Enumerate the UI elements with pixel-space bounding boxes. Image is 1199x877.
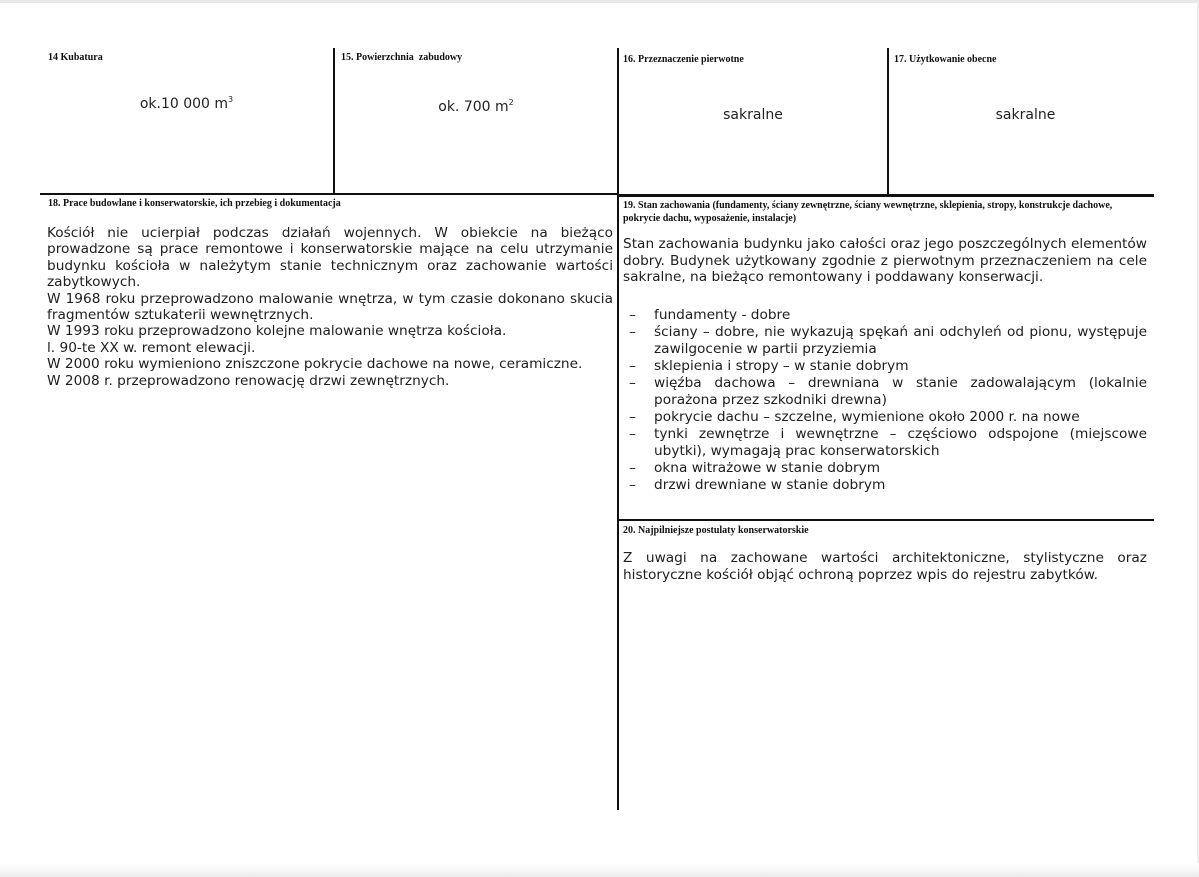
field-label-przeznaczenie: 16. Przeznaczenie pierwotne [623,54,744,65]
field-value-kubatura: ok.10 000 $m^3$ [139,95,234,112]
divider-h-section20 [618,519,1154,521]
section-18-paragraph: Kościół nie ucierpiał podczas działań wojennych. W obiekcie na bieżąco prowadzone są prace remontowe i konserwatorskie mające na celu utrzymanie budynku kościoła w należytym stanie technicznym oraz zachowanie wartości zabytkowych. [47,225,613,291]
section-18-label: 18. Prace budowlane i konserwatorskie, ich przebieg i dokumentacja [48,198,341,209]
section-20-label: 20. Najpilniejsze postulaty konserwatorskie [623,525,809,536]
divider-h-left [40,193,618,195]
section-20-text: Z uwagi na zachowane wartości architektoniczne, stylistyczne oraz historyczne kościół objąć ochroną poprzez wpis do rejestru zabytków. [623,550,1147,583]
condition-list-item: – więźba dachowa – drewniana w stanie zadowalającym (lokalnie porażona przez szkodniki drewna) [629,375,1147,408]
field-value-przeznaczenie: sakralne [723,107,783,123]
section-18-paragraph: W 1968 roku przeprowadzono malowanie wnętrza, w tym czasie dokonano skucia fragmentów sztukaterii wewnętrznych. [47,290,613,324]
dash-bullet: – [629,409,636,425]
field-value-uzytkowanie: sakralne [995,107,1056,123]
dash-bullet: – [629,375,636,391]
condition-list-item: – drzwi drewniane w stanie dobrym [629,477,886,493]
divider-v-cell14-15 [333,48,335,194]
condition-list-item: – sklepienia i stropy – w stanie dobrym [629,358,909,374]
section-18-paragraph: W 2000 roku wymieniono zniszczone pokrycie dachowe na nowe, ceramiczne. [47,356,583,373]
section-18-paragraph: W 2008 r. przeprowadzono renowację drzwi zewnętrznych. [47,372,450,389]
dash-bullet: – [629,307,636,323]
unit-superscript: 3 [228,95,234,104]
dash-bullet: – [629,358,636,374]
section-18-text [47,225,613,389]
condition-list-item: – ściany – dobre, nie wykazują spękań ani odchyleń od pionu, występuje zawilgocenie w partii przyziemia [629,324,1147,357]
section-19-label: 19. Stan zachowania (fundamenty, ściany zewnętrzne, ściany wewnętrzne, sklepienia, stropy, konstrukcje dachowe, pokrycie dachu, wyposażenie, instalacje) [623,200,1113,224]
unit-superscript: 2 [508,98,514,107]
condition-list-item: – okna witrażowe w stanie dobrym [629,460,881,476]
scan-edge-top [0,0,1199,3]
dash-bullet: – [629,477,636,493]
field-label-powierzchnia: 15. Powierzchnia zabudowy [341,52,463,63]
dash-bullet: – [629,460,636,476]
section-18-paragraph: l. 90-te XX w. remont elewacji. [47,339,256,356]
condition-list-item: – fundamenty - dobre [629,307,791,323]
section-18-paragraph: W 1993 roku przeprowadzono kolejne malowanie wnętrza kościoła. [47,323,507,340]
condition-list-item: – tynki zewnętrze i wewnętrzne – częściowo odspojone (miejscowe ubytki), wymagają prac konserwatorskich [629,426,1147,459]
field-value-powierzchnia: ok. 700 $m^2$ [438,98,514,115]
field-label-uzytkowanie: 17. Użytkowanie obecne [894,54,997,65]
condition-list [623,307,1147,494]
divider-h-right [618,194,1154,197]
dash-bullet: – [629,426,636,442]
condition-list-item: – pokrycie dachu – szczelne, wymienione około 2000 r. na nowe [629,409,1080,425]
section-19-intro: Stan zachowania budynku jako całości oraz jego poszczególnych elementów dobry. Budynek użytkowany zgodnie z pierwotnym przeznaczeniem na cele sakralne, na bieżąco remontowany i poddawany konserwacji. [623,236,1147,286]
divider-v-main [617,48,619,810]
dash-bullet: – [629,324,636,340]
field-label-kubatura: 14 Kubatura [48,52,103,63]
scan-edge-bottom [0,863,1199,877]
